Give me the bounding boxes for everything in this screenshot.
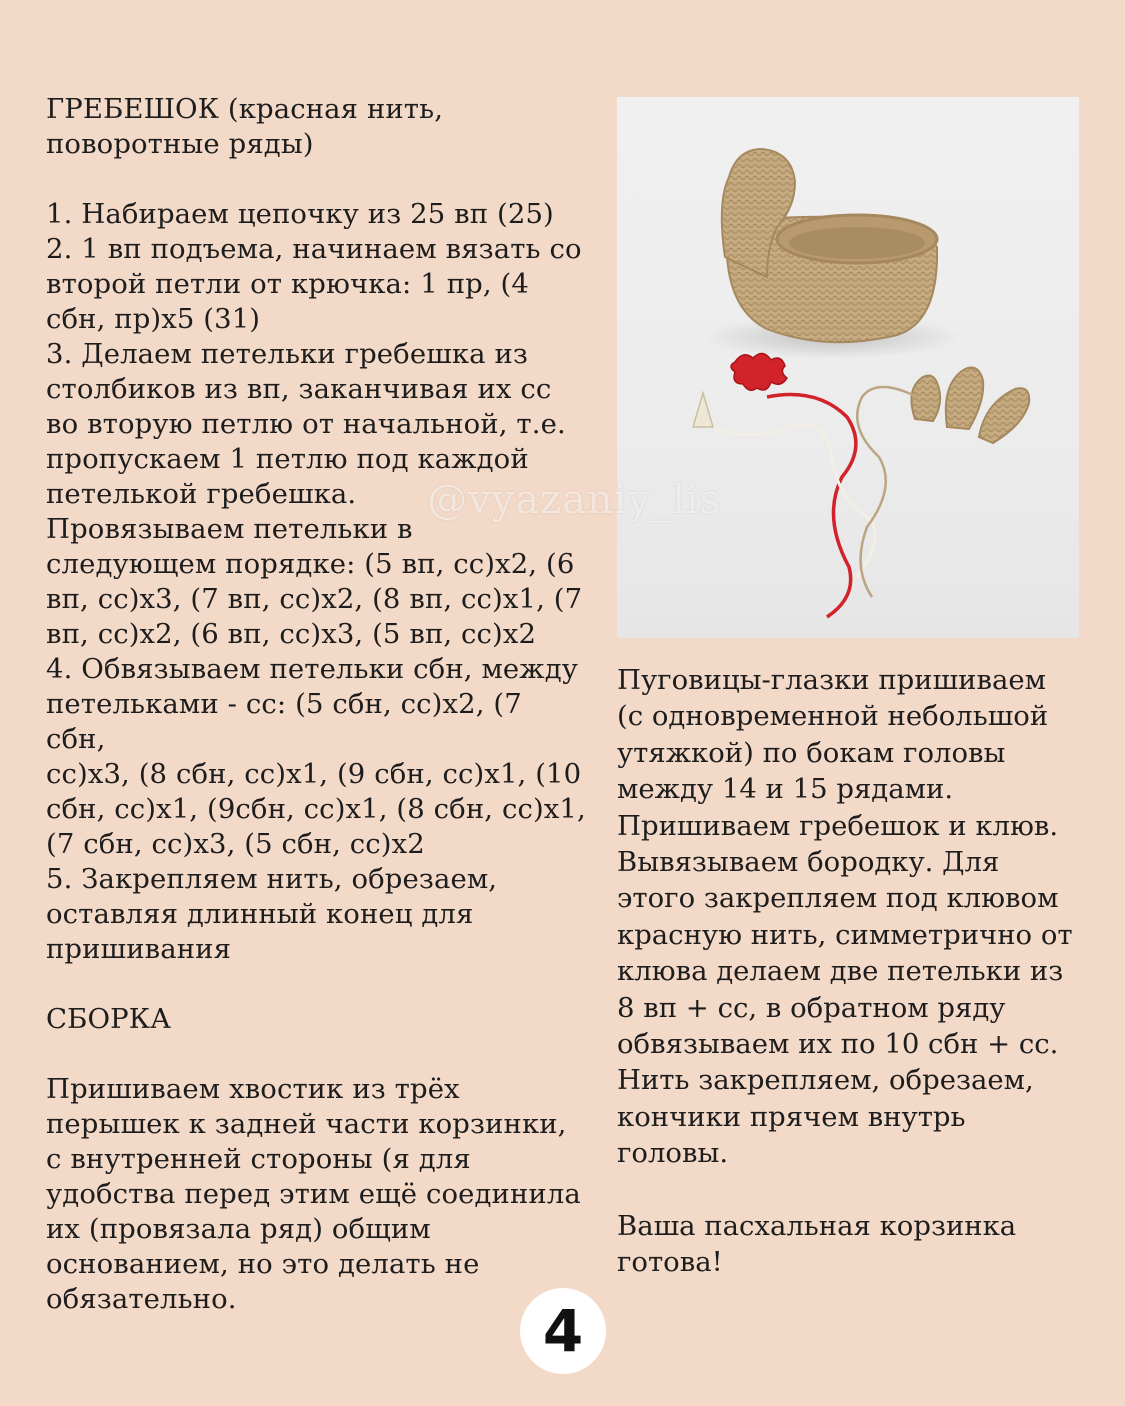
assembly-line: с внутренней стороны (я для: [46, 1143, 471, 1175]
assembly-line: основанием, но это делать не: [46, 1248, 480, 1280]
assembly-line: Вывязываем бородку. Для: [617, 846, 1000, 879]
final-line: Ваша пасхальная корзинка: [617, 1209, 1017, 1242]
step-line: пропускаем 1 петлю под каждой: [46, 443, 529, 475]
assembly-line: удобства перед этим ещё соединила: [46, 1178, 581, 1210]
assembly-line: Пришиваем гребешок и клюв.: [617, 809, 1059, 842]
photo-illustration: [617, 97, 1079, 638]
tail-feather: [946, 368, 983, 430]
step-line: во вторую петлю от начальной, т.е.: [46, 408, 566, 440]
step-line: следующем порядке: (5 вп, сс)х2, (6: [46, 548, 575, 580]
step-line: столбиков из вп, заканчивая их сс: [46, 373, 552, 405]
step-line: Провязываем петельки в: [46, 513, 413, 545]
assembly-line: перышек к задней части корзинки,: [46, 1108, 567, 1140]
step-line: второй петли от крючка: 1 пр, (4: [46, 268, 529, 300]
step-line: вп, сс)х2, (6 вп, сс)х3, (5 вп, сс)х2: [46, 618, 537, 650]
assembly-line: 8 вп + сс, в обратном ряду: [617, 991, 1006, 1024]
white-thread: [715, 425, 875, 577]
assembly-line: (с одновременной небольшой: [617, 700, 1049, 733]
assembly-line: Пришиваем хвостик из трёх: [46, 1073, 460, 1105]
step-line: пришивания: [46, 933, 232, 965]
tail-feather: [911, 376, 940, 422]
assembly-line: Пуговицы-глазки пришиваем: [617, 664, 1047, 696]
step-line: 2. 1 вп подъема, начинаем вязать со: [46, 233, 582, 265]
basket-inside: [789, 227, 925, 259]
final-line: готова!: [617, 1246, 723, 1279]
step-line: петелькой гребешка.: [46, 478, 357, 510]
comb-heading-line2: поворотные ряды): [46, 128, 314, 160]
right-text-column: [617, 662, 1087, 1281]
step-line: сс)х3, (8 сбн, сс)х1, (9 сбн, сс)х1, (10: [46, 758, 582, 790]
red-comb: [731, 353, 787, 390]
page-number-badge: [520, 1288, 606, 1374]
step-line: сбн, пр)х5 (31): [46, 303, 261, 335]
tail-feather: [979, 388, 1029, 443]
assembly-line: обязательно.: [46, 1283, 237, 1315]
assembly-line: утяжкой) по бокам головы: [617, 736, 1006, 769]
step-line: вп, сс)х3, (7 вп, сс)х2, (8 вп, сс)х1, (7: [46, 583, 583, 615]
left-text-column: [46, 92, 586, 1317]
assembly-line: этого закрепляем под клювом: [617, 882, 1059, 915]
assembly-line: клюва делаем две петельки из: [617, 955, 1064, 988]
step-line: 3. Делаем петельки гребешка из: [46, 338, 529, 370]
step-line: 5. Закрепляем нить, обрезаем,: [46, 863, 498, 895]
step-line: (7 сбн, сс)х3, (5 сбн, сс)х2: [46, 828, 425, 860]
step-line: 1. Набираем цепочку из 25 вп (25): [46, 198, 554, 230]
assembly-line: обвязываем их по 10 сбн + сс.: [617, 1028, 1059, 1061]
assembly-line: красную нить, симметрично от: [617, 918, 1073, 951]
assembly-line: кончики прячем внутрь: [617, 1100, 966, 1133]
crochet-parts-photo: [427, 97, 1079, 638]
watermark: @vyazaniy_lis: [427, 477, 722, 523]
step-line: сбн, сс)х1, (9сбн, сс)х1, (8 сбн, сс)х1,: [46, 793, 586, 825]
step-line: оставляя длинный конец для: [46, 898, 474, 930]
step-line: петельками - сс: (5 сбн, сс)х2, (7 сбн,: [46, 688, 522, 755]
assembly-line: головы.: [617, 1137, 729, 1170]
page-number: 4: [542, 1297, 584, 1365]
assembly-line: между 14 и 15 рядами.: [617, 773, 954, 806]
comb-heading: ГРЕБЕШОК (красная нить,: [46, 93, 444, 125]
assembly-line: Нить закрепляем, обрезаем,: [617, 1064, 1034, 1097]
assembly-heading: СБОРКА: [46, 1003, 172, 1035]
beak-piece: [693, 393, 713, 427]
assembly-line: их (провязала ряд) общим: [46, 1213, 431, 1245]
step-line: 4. Обвязываем петельки сбн, между: [46, 653, 579, 685]
